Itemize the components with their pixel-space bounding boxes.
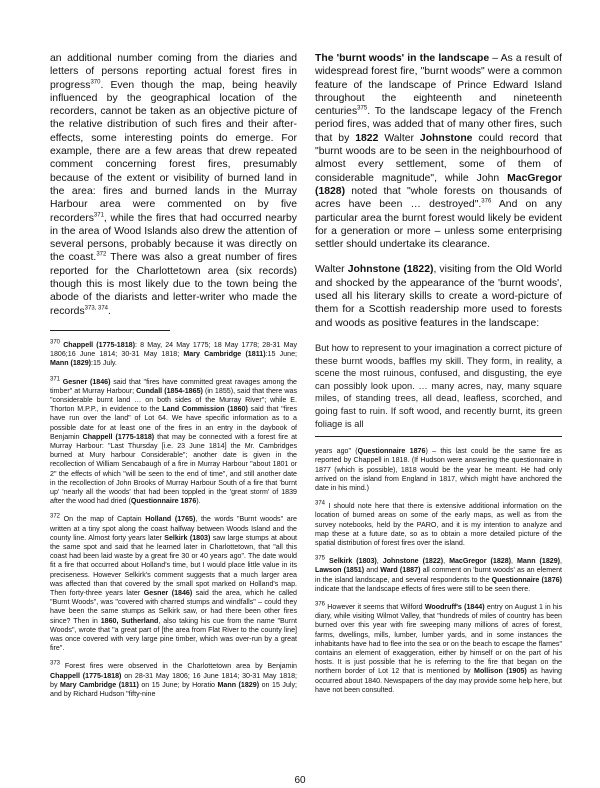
bold-citation: 1822 [355, 132, 379, 144]
footnote-fn370 [50, 341, 297, 369]
footnote-ref: 374 [315, 500, 326, 507]
text-run: (in 1855), said that there was "considerable burnt land … on both sides of the Murray River"; while E. Thorton M.P.P., in evidence to the [50, 386, 297, 414]
footnote-ref: 371 [50, 376, 61, 383]
bold-citation: Questionnaire 1876 [130, 497, 197, 506]
bold-citation: Johnstone (1822) [382, 557, 444, 566]
text-run: an additional number coming from the diaries and letters of persons reporting actual forest fires in progress [50, 53, 297, 91]
bold-citation: Chappell (1775-1818) [82, 432, 155, 441]
text-run: , the words "Burnt woods" are written at a tiny spot along the coast halfway between Woods Island and the county line. Almost forty years later [50, 515, 297, 542]
text-run: However it seems that Wilford [325, 602, 425, 611]
text-run: I should note here that there is extensive additional information on the location of burned areas on some of the early maps, as well as from the survey notebooks, held by the PARO, and it is my intention to analyze and map these at a future date, so as to obtain a more detailed picture of the spatial distribution of forest fires over the island. [315, 502, 562, 547]
bold-citation: Mary Cambridge (1811) [60, 680, 139, 689]
text-run: years ago" ( [315, 447, 358, 456]
bold-citation: Ward (1887) [380, 566, 421, 575]
text-run: , [511, 557, 517, 566]
text-run: indicate that the landscape effects of fires were still to be seen there. [315, 584, 531, 593]
text-run: noted that "whole forests on thousands of acres have been … destroyed". [315, 185, 562, 211]
bold-citation: Gesner (1846) [143, 589, 193, 598]
footnote-ref: 376 [315, 601, 326, 608]
footnote-divider [50, 330, 170, 331]
right-main-text [315, 52, 562, 330]
bold-citation: Mann (1829) [50, 359, 91, 368]
bold-citation: Chappell (1775-1818) [50, 671, 122, 680]
text-run: , [376, 557, 383, 566]
text-run: said that "fires have run over the land" of Lot 64. We have specific information as to a possible date for at least one of the fires in an entry in the daybook of Benjamin [50, 405, 297, 441]
left-column [50, 52, 297, 708]
bold-citation: Gesner (1846) [62, 377, 111, 386]
bold-citation: Mollison (1905) [474, 667, 527, 676]
bold-citation: The 'burnt woods' in the landscape [315, 53, 490, 64]
bold-citation: Cundall (1854-1865) [136, 386, 203, 395]
footnote-ref: 370 [90, 79, 101, 86]
text-run: , [443, 557, 450, 566]
text-run: . Even though the map, being heavily influenced by the geographical location of the recorders, cannot be taken as an objective picture of the relative distribution of such fires and their after-effects, some interesting points do emerge. For example, there are a few areas that drew repeated comment concerning forest fires, presumably because of the extent or visibility of burned land in the area: fires and burned lands in the Murray Harbour area were commented on by five recorders [50, 79, 297, 224]
text-run: :15 July. [91, 359, 117, 368]
text-run: There was also a great number of fires reported for the Charlottetown area (six records) though this is most likely due to the town being the abode of the diarists and letter-writer who made the records [50, 252, 298, 317]
text-run: . [108, 305, 111, 317]
text-run: Walter [378, 132, 420, 144]
text-run: all comment on 'burnt woods' as an element in the island landscape, and several respondents to the [315, 566, 562, 584]
text-run: that may be connected with a forest fire at Murray Harbour: "Last Thursday [i.e. 23 June 1814] the Mr. Cambridges burned at Mury harbour Considerable"; another date is given in the recollection of William Sencabaugh of a fire in Murray Harbour "about 1801 or 2" the effects of which "will be seen to the end of time", and still another date in the recollection of John Brooks of Murray Harbour South of a fire that 'burnt up' 'nearly all the woods' that had been toppled in the 'great storm' of 1839 after the wood had dried ( [50, 432, 298, 506]
bold-citation: Questionnaire 1876 [357, 447, 426, 456]
text-run: ). [196, 497, 201, 506]
bold-citation: Lawson (1851) [315, 566, 365, 575]
left-footnotes [50, 341, 297, 699]
page-number: 60 [294, 775, 306, 786]
footnote-fn373-cont [315, 447, 562, 493]
bold-citation: Mary Cambridge (1811) [183, 350, 266, 359]
text-run: entry on August 1 in his diary, while visiting Wilmot Valley, that "hundreds of miles of country has been burned over this year with fire sweeping many millions of acres of forest, farms, dwellings, mills, lumber, lumber yards, and in some instances the inhabitants have had to flee into the sea or on the beach to escape the flames" contains an element of exaggeration, either by himself or on the part of his hosts. It is just possible that he is referring to the fire that began on the northern border of Lot 12 that is mentioned by [315, 602, 562, 676]
text-run: said the area, which he called "Burnt Woods", was "covered with charred stumps and windfalls" – could they have been the same stumps as Selkirk saw, or had there been other fires since? Then in [50, 589, 297, 625]
text-run: said that "fires have committed great ravages among the timber" at Murray Harbour; [50, 377, 297, 395]
text-run: on 28-31 May 1806; 16 June 1814; 30-31 May 1818; by [50, 671, 298, 689]
paragraph [50, 52, 297, 318]
footnote-fn371 [50, 378, 297, 507]
bold-citation: Mann (1829) [217, 680, 260, 689]
bold-citation: Chappell (1775-1818) [63, 340, 135, 349]
footnote-ref: 376 [481, 198, 492, 205]
text-run: on 15 June; by Horatio [138, 680, 218, 689]
text-run: on 15 July; and by Richard Hudson "fifty-nine [50, 680, 298, 699]
bold-citation: MacGregor (1828) [315, 172, 562, 197]
footnote-fn372 [50, 515, 297, 653]
text-run: ) – this last could be the same fire as reported by Chappell in 1818. (If Hudson were answering the questionnaire in 1877 (which is possible), 1818 would be the year he meant. He had only arrived on the island from England in 1817, which might have anchored the date in his mind.) [315, 447, 562, 492]
text-run: . To the landscape legacy of the French period fires, was added that of many other fires, such that by [315, 106, 562, 144]
text-run: :15 June; [265, 350, 297, 359]
footnote-fn374 [315, 502, 562, 548]
bold-citation: MacGregor (1828) [449, 557, 512, 566]
right-footnotes [315, 447, 562, 695]
footnote-fn375 [315, 557, 562, 594]
left-main-text [50, 52, 297, 318]
footnote-ref: 375 [357, 105, 368, 112]
bold-citation: Johnstone (1822) [347, 264, 434, 276]
text-run: could record that "burnt woods are to be seen in the neighbourhood of almost every settlement, some of them of considerable magnitude", while John [315, 132, 562, 184]
footnote-ref: 372 [50, 514, 61, 521]
bold-citation: Mann (1829) [517, 557, 561, 566]
text-run: , while the fires that had occurred nearby in the area of Wood Islands also drew the attention of several persons, probably because it was directly on the coast. [50, 212, 297, 264]
paragraph-para-burnt-woods [315, 52, 562, 251]
bold-citation: Woodruff's (1844) [424, 602, 485, 611]
bold-citation: Selkirk (1803) [164, 533, 211, 542]
text-run: , visiting from the Old World and shocked by the appearance of the 'burnt woods', used all his literary skills to create a word-picture of them for a Scottish readership more used to forests and woods as positive features in the landscape: [315, 264, 562, 329]
text-run: On the map of Captain [60, 515, 146, 524]
text-run: – As a result of widespread forest fire, "burnt woods" were a common feature of the landscape of Prince Edward Island throughout the eighteenth and nineteenth centuries [315, 53, 562, 118]
text-run: And on any particular area the burnt forest would likely be evident for a generation or more – unless some enterprising settler should undertake its clearance. [315, 199, 562, 251]
footnote-divider [315, 436, 562, 437]
footnote-ref: 371 [93, 212, 104, 219]
footnote-ref: 370 [50, 339, 61, 346]
text-run: , [560, 557, 562, 566]
footnote-ref: 375 [315, 555, 326, 562]
text-run: Walter [315, 264, 348, 276]
bold-citation: Holland (1765) [145, 515, 196, 524]
footnote-fn373 [50, 662, 297, 699]
bold-citation: Questionnaire (1876) [491, 575, 562, 584]
bold-citation: Selkirk (1803) [329, 557, 377, 566]
footnote-fn376 [315, 603, 562, 695]
text-run: , also taking his cue from the name "Burnt Woods", wrote that "a great part of [the area from Flat River to the county line] was once covered with very large pine timber, which was over-run by a great fire". [50, 616, 297, 653]
text-run: Forest fires were observed in the Charlottetown area by Benjamin [60, 662, 297, 671]
footnote-ref: 372 [96, 251, 107, 258]
right-column [315, 52, 562, 704]
bold-citation: 1860, Sutherland [100, 616, 159, 625]
paragraph-para-johnstone [315, 263, 562, 329]
bold-citation: Johnstone [419, 132, 473, 144]
footnote-ref: 373, 374 [84, 305, 109, 312]
text-run: as having occurred about 1840. Newspapers of the day may provide some help here, but have not been consulted. [315, 667, 562, 694]
text-run: and [364, 566, 381, 575]
text-run: : 8 May, 24 May 1775; 18 May 1778; 28-31 May 1806;16 June 1814; 30-31 May 1818; [50, 340, 297, 359]
text-run: saw large stumps at about the same spot and said that he learned later in Charlottetown, that "all this coast had been laid waste by a great fire 30 or 40 years ago". The date would fit a fire that occurred about Holland's time, but I would place little value in its preciseness. However Selkirk's comment suggests that a much larger area was affected than that covered by the small spot marked on Holland's map. Then forty-three years later [50, 533, 297, 598]
johnstone-quote: But how to represent to your imagination a correct picture of these burnt woods, baffles my skill. They form, in reality, a scene the most ruinous, confused, and disgusting, the eye can possibly look upon. … many acres, nay, many square miles, of standing trees, all dead, leafless, scorched, and going fast to ruin. If soft wood, and recently burnt, its green foliage is all [315, 342, 562, 429]
footnote-ref: 373 [50, 661, 61, 668]
bold-citation: Land Commission (1860) [162, 405, 248, 414]
